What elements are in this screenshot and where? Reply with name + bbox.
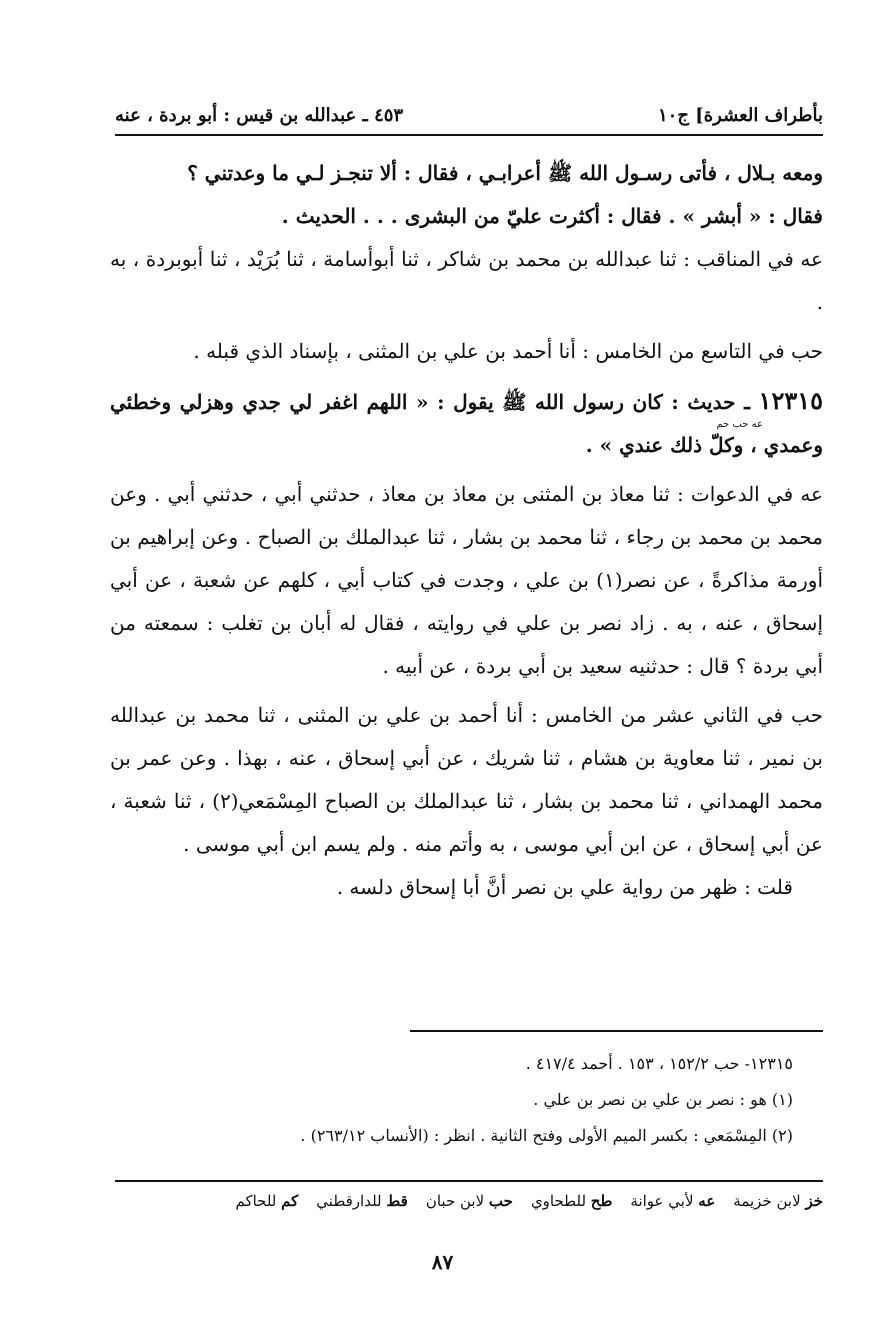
paragraph-comment: قلت : ظهر من رواية علي بن نصر أنَّ أبا إسحاق دلسه . bbox=[336, 875, 793, 899]
footnote-separator bbox=[410, 1030, 823, 1032]
running-header bbox=[115, 86, 823, 136]
legend-item: عه لأبي عوانة bbox=[630, 1192, 716, 1210]
footnotes bbox=[110, 1046, 823, 1154]
source-sigla: عه حب حم bbox=[716, 419, 763, 430]
legend-item: طح للطحاوي bbox=[530, 1192, 613, 1210]
legend-item: حب لابن حبان bbox=[425, 1192, 513, 1210]
text-line-2: فقال : « أبشر » . فقال : أكثرت عليّ من البشرى . . . الحديث . bbox=[281, 204, 823, 228]
abbreviation-legend bbox=[115, 1192, 823, 1210]
hadith-number: ١٢٣١٥ bbox=[758, 386, 823, 415]
paragraph-hibban-2: حب في الثاني عشر من الخامس : أنا أحمد بن علي بن المثنى ، ثنا محمد بن عبدالله بن نمير ، ثنا معاوية بن هشام ، ثنا شريك ، عن أبي إسحاق ، عنه ، بهذا . وعن عمر بن محمد الهمداني ، ثنا محمد بن بشار ، ثنا عبدالملك بن الصباح المِسْمَعي(٢) ، ثنا شعبة ، عن أبي إسحاق ، عن ابن أبي موسى ، به وأتم منه . ولم يسم ابن أبي موسى . bbox=[110, 703, 824, 856]
text-line-1: ومعه بـلال ، فأتى رسـول الله ﷺ أعرابـي ، فقال : ألا تنجـز لـي ما وعدتني ؟ bbox=[187, 161, 823, 185]
legend-item: خز لابن خزيمة bbox=[733, 1192, 823, 1210]
legend-separator bbox=[115, 1180, 823, 1182]
paragraph-awana-daawat: عه في الدعوات : ثنا معاذ بن المثنى بن معاذ بن معاذ ، حدثني أبي ، حدثني أبي . وعن محمد بن محمد بن رجاء ، ثنا محمد بن بشار ، ثنا عبدالملك بن الصباح . وعن إبراهيم بن أورمة مذاكرةً ، عن نصر(١) بن علي ، وجدت في كتاب أبي ، كلهم عن شعبة ، عن أبي إسحاق ، عنه ، به . زاد نصر بن علي في روايته ، فقال له أبان بن تغلب : سمعته من أبي بردة ؟ قال : حدثنيه سعيد بن أبي بردة ، عن أبيه . bbox=[110, 482, 824, 678]
page-number: ٨٧ bbox=[431, 1250, 454, 1274]
legend-item: قط للدارقطني bbox=[316, 1192, 408, 1210]
footnote-2: (٢) المِسْمَعي : بكسر الميم الأولى وفتح الثانية . انظر : (الأنساب ٢٦٣/١٢) . bbox=[300, 1126, 793, 1145]
header-book-title: بأطراف العشرة] ج١٠ bbox=[657, 105, 823, 126]
hadith-text: ـ حديث : كان رسول الله ﷺ يقول : « اللهم اغفر لي جدي وهزلي وخطئي وعمدي ، وكلّ ذلك عندي » . bbox=[110, 390, 823, 457]
footnote-1: (١) هو : نصر بن علي بن نصر بن علي . bbox=[533, 1090, 793, 1109]
header-section-title: ٤٥٣ ـ عبدالله بن قيس : أبو بردة ، عنه bbox=[115, 105, 404, 126]
paragraph-awana-manaqib: عه في المناقب : ثنا عبدالله بن محمد بن شاكر ، ثنا أبوأسامة ، ثنا بُرَيْد ، ثنا أبوبردة ، به . bbox=[110, 247, 823, 314]
paragraph-hibban-1: حب في التاسع من الخامس : أنا أحمد بن علي بن المثنى ، بإسناد الذي قبله . bbox=[193, 339, 823, 363]
main-text bbox=[110, 152, 823, 909]
footnote-sources: ١٢٣١٥- حب ١٥٢/٢ ، ١٥٣ . أحمد ٤١٧/٤ . bbox=[525, 1054, 793, 1073]
legend-item: كم للحاكم bbox=[235, 1192, 299, 1210]
